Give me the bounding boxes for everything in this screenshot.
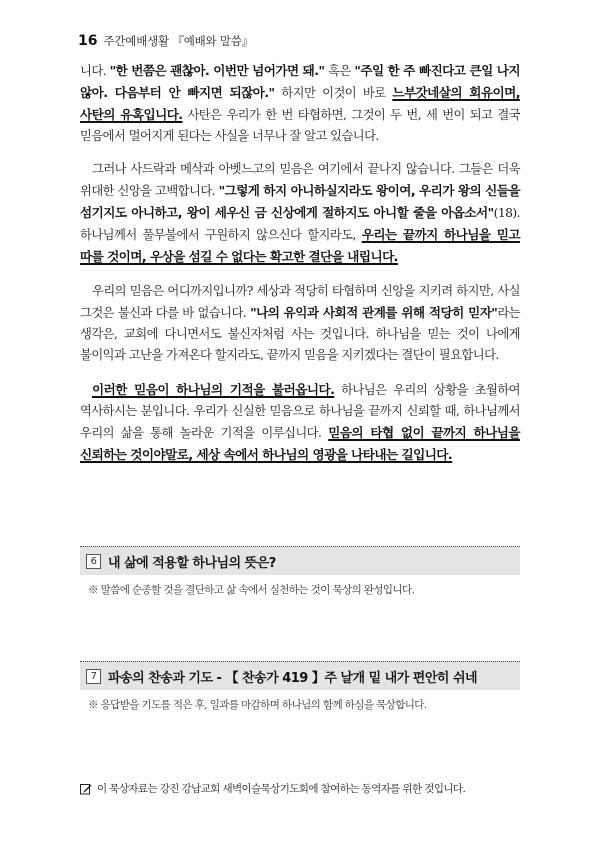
quote: "그렇게 하지 아니하실지라도 왕이여, 우리가 왕의 신들을 섬기지도 아니하고, 왕이 세우신 금 신상에게 절하지도 아니할 줄을 아옵소서" [80, 183, 520, 220]
emphasis: 믿음의 타협 없이 끝까지 하나님을 신뢰하는 것이야말로, 세상 속에서 하나님의 영광을 나타내는 길입니다. [80, 425, 520, 462]
section-note: ※ 말씀에 순종할 것을 결단하고 삶 속에서 실천하는 것이 묵상의 완성입니다. [88, 584, 415, 596]
section-heading [80, 661, 520, 690]
section-title: 내 삶에 적용할 하나님의 뜻은? [108, 555, 276, 571]
paragraph-3: 우리의 믿음은 어디까지입니까? 세상과 적당히 타협하며 신앙을 지키려 하지만, 사실 그것은 불신과 다를 바 없습니다. "나의 유익과 사회적 관계를 위해 적당히 믿자"라는 생각은, 교회에 다니면서도 불신자처럼 사는 것입니다. 하나님을 믿는 것이 나에게 불이익과 고난을 가져온다 할지라도, 끝까지 믿음을 지키겠다는 결단이 필요합니다. [80, 284, 520, 362]
sermon-body [80, 60, 520, 479]
page-footer [80, 781, 530, 796]
emphasis: 우리는 끝까지 하나님을 믿고 따를 것이며, 우상을 섬길 수 없다는 확고한 결단을 내립니다. [80, 227, 521, 264]
paragraph-1: 니다. "한 번쯤은 괜찮아. 이번만 넘어가면 돼." 혹은 "주일 한 주 빠진다고 큰일 나지 않아. 다음부터 안 빠지면 되잖아." 하지만 이것이 바로 느부갓네살의 회유이며, 사탄의 유혹입니다. 사탄은 우리가 한 번 타협하면, 그것이 두 번, 세 번이 되고 결국 믿음에서 멀어지게 된다는 사실을 너무나 잘 알고 있습니다. [80, 63, 520, 143]
footer-text: 이 묵상자료는 강진 강남교회 새벽이슬묵상기도회에 참여하는 동역자를 위한 것입니다. [97, 783, 466, 795]
section-heading [80, 546, 520, 575]
quote: "주일 한 주 빠진다고 큰일 나지 않아. 다음부터 안 빠지면 되잖아." [80, 63, 520, 100]
publication-title: 주간예배생활 『예배와 말씀』 [103, 34, 253, 48]
quote: "한 번쯤은 괜찮아. 이번만 넘어가면 돼." [109, 63, 325, 78]
paragraph-4: 이러한 믿음이 하나님의 기적을 불러옵니다. 하나님은 우리의 상황을 초월하여 역사하시는 분입니다. 우리가 신실한 믿음으로 하나님을 끝까지 신뢰할 때, 하나님께서 우리의 삶을 통해 놀라운 기적을 이루십니다. 믿음의 타협 없이 끝까지 하나님을 신뢰하는 것이야말로, 세상 속에서 하나님의 영광을 나타내는 길입니다. [80, 382, 520, 462]
page-number: 16 [78, 33, 98, 49]
pen-icon [80, 783, 92, 795]
section-title: 파송의 찬송과 기도 - 【 찬송가 419 】주 날개 밑 내가 편안히 쉬네 [108, 670, 478, 686]
emphasis: 느부갓네살의 회유이며, 사탄의 유혹입니다. [80, 85, 520, 122]
section-note: ※ 응답받을 기도를 적은 후, 일과를 마감하며 하나님의 함께 하심을 묵상합니다. [88, 699, 427, 711]
page-header [78, 33, 253, 53]
emphasis: 이러한 믿음이 하나님의 기적을 불러옵니다. [92, 382, 335, 397]
quote: "나의 유익과 사회적 관계를 위해 적당히 믿자" [250, 305, 498, 320]
section-application [80, 546, 520, 597]
section-number-box: 7 [86, 669, 101, 684]
section-hymn-prayer [80, 661, 520, 712]
paragraph-2: 그러나 사드락과 메삭과 아벳느고의 믿음은 여기에서 끝나지 않습니다. 그들은 더욱 위대한 신앙을 고백합니다. "그렇게 하지 아니하실지라도 왕이여, 우리가 왕의 신들을 섬기지도 아니하고, 왕이 세우신 금 신상에게 절하지도 아니할 줄을 아옵소서"(18). 하나님께서 풀무불에서 구원하지 않으신다 할지라도, 우리는 끝까지 하나님을 믿고 따를 것이며, 우상을 섬길 수 없다는 확고한 결단을 내립니다. [80, 162, 521, 264]
section-number-box: 6 [86, 554, 101, 569]
